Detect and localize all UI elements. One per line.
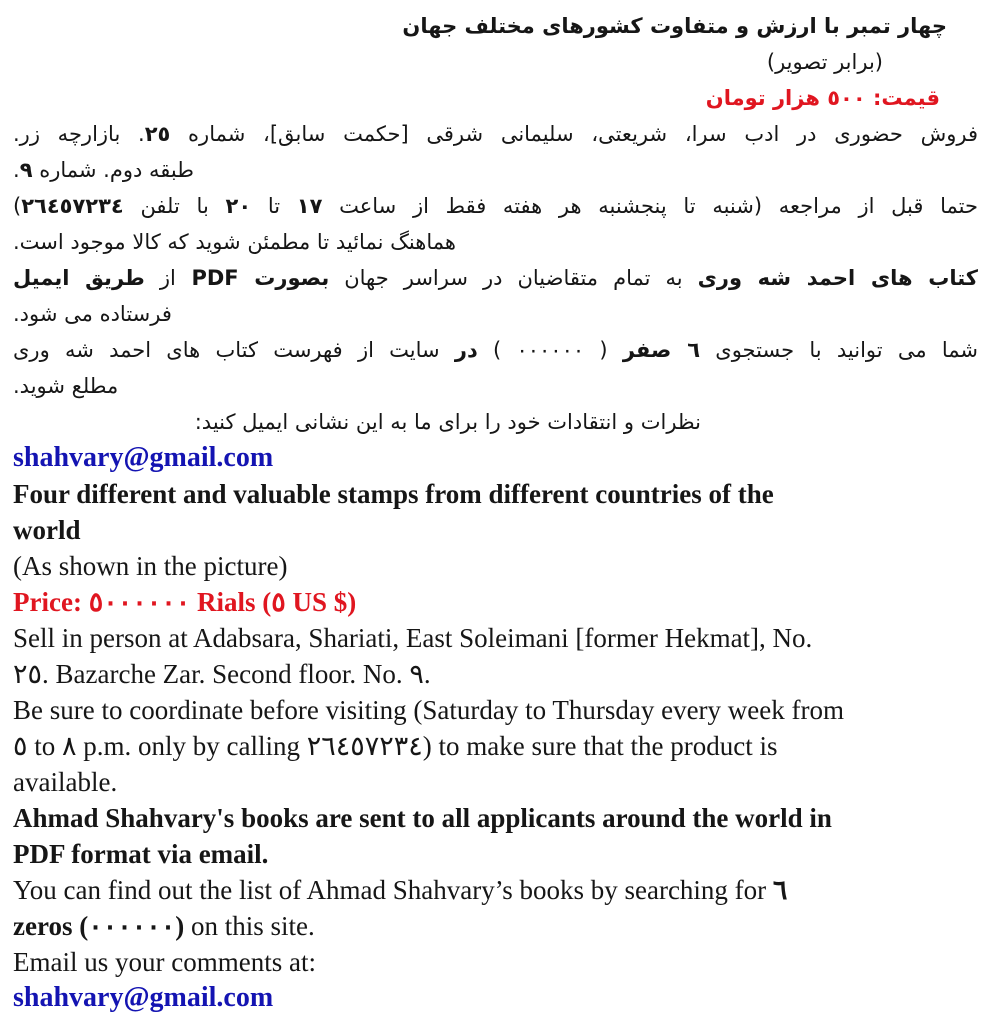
- en-sell-line1: Sell in person at Adabsara, Shariati, East Soleimani [former Hekmat], No.: [13, 623, 813, 653]
- fa-hour-from: ١٧: [296, 194, 323, 218]
- fa-search-text-2: در: [454, 338, 478, 362]
- fa-search-text-1: شما می توانید با جستجوی: [700, 338, 978, 362]
- fa-price: قیمت: ٥٠٠ هزار تومان: [705, 86, 940, 110]
- fa-books-line1: [0, 260, 991, 296]
- en-zeros-value: zeros (٠٠٠٠٠٠): [13, 911, 185, 941]
- fa-books-text-3: از: [144, 266, 176, 290]
- fa-books-text-4: طریق ایمیل: [13, 266, 145, 290]
- en-title-line2: world: [13, 515, 81, 545]
- fa-address-line1: [0, 116, 991, 152]
- fa-address-text-1: فروش حضوری در ادب سرا، شریعتی، سلیمانی شرقی [حکمت سابق]، شماره: [170, 122, 978, 146]
- email-link-top[interactable]: shahvary@gmail.com: [13, 442, 274, 473]
- fa-author-books: کتاب های احمد شه وری: [697, 266, 979, 290]
- fa-search-line1: [0, 332, 991, 368]
- fa-as-picture: (برابر تصویر): [766, 50, 883, 74]
- fa-visit-text-1: حتما قبل از مراجعه (شنبه تا پنجشنبه هر هفته فقط از ساعت: [322, 194, 978, 218]
- fa-pdf-label: PDF: [175, 266, 255, 290]
- fa-visit-line2: هماهنگ نمائید تا مطمئن شوید که کالا موجود است.: [13, 230, 456, 254]
- fa-visit-text-3: با تلفن: [123, 194, 226, 218]
- fa-comments-prompt: نظرات و انتقادات خود را برای ما به این نشانی ایمیل کنید:: [194, 410, 701, 434]
- fa-zeros-value: ( ٠٠٠٠٠٠ ): [477, 338, 623, 362]
- en-visit-line2: ٥ to ٨ p.m. only by calling ٢٦٤٥٧٢٣٤) to make sure that the product is: [13, 731, 778, 761]
- en-email-prompt: Email us your comments at:: [13, 947, 316, 977]
- fa-address-number: ٢٥: [144, 122, 171, 146]
- en-visit-line1: Be sure to coordinate before visiting (Saturday to Thursday every week from: [13, 695, 845, 725]
- fa-search-text-3: سایت از فهرست کتاب های احمد شه وری: [13, 338, 455, 362]
- en-visit-line3: available.: [13, 767, 118, 797]
- fa-phone-number: ٢٦٤٥٧٢٣٤: [21, 194, 124, 218]
- fa-visit-text-2: تا: [251, 194, 297, 218]
- en-books-line2: PDF format via email.: [13, 839, 269, 869]
- fa-visit-text-4: ): [13, 194, 22, 218]
- fa-address-text-4: .: [13, 158, 20, 182]
- fa-six-zeros: ٦ صفر: [622, 338, 701, 362]
- fa-books-line2: فرستاده می شود.: [13, 302, 172, 326]
- en-search-text: You can find out the list of Ahmad Shahvary’s books by searching for: [13, 875, 773, 905]
- en-as-picture: (As shown in the picture): [13, 551, 288, 581]
- fa-title: چهار تمبر با ارزش و متفاوت کشورهای مختلف جهان: [402, 14, 947, 38]
- en-books-line1: Ahmad Shahvary's books are sent to all applicants around the world in: [13, 803, 832, 833]
- fa-books-text-2: بصورت: [254, 266, 330, 290]
- fa-unit-number: ٩: [19, 158, 33, 182]
- en-search-text-2: on this site.: [184, 911, 315, 941]
- fa-books-text-1: به تمام متقاضیان در سراسر جهان: [329, 266, 698, 290]
- en-price: Price: ٥٠٠٠٠٠٠ Rials (٥ US $): [13, 587, 357, 617]
- en-search-line2: [0, 908, 991, 944]
- en-title-line1: Four different and valuable stamps from different countries of the: [13, 479, 774, 509]
- fa-search-line2: مطلع شوید.: [13, 374, 119, 398]
- fa-address-text-3: طبقه دوم. شماره: [32, 158, 194, 182]
- fa-visit-line1: [0, 188, 991, 224]
- en-six-digit: ٦: [772, 875, 788, 905]
- fa-address-line2: [0, 152, 991, 188]
- en-search-line1: [0, 872, 991, 908]
- fa-hour-to: ٢٠: [225, 194, 252, 218]
- email-link-bottom[interactable]: shahvary@gmail.com: [13, 982, 274, 1013]
- fa-address-text-2: . بازارچه زر.: [13, 122, 145, 146]
- en-sell-line2: ٢٥. Bazarche Zar. Second floor. No. ٩.: [13, 659, 431, 689]
